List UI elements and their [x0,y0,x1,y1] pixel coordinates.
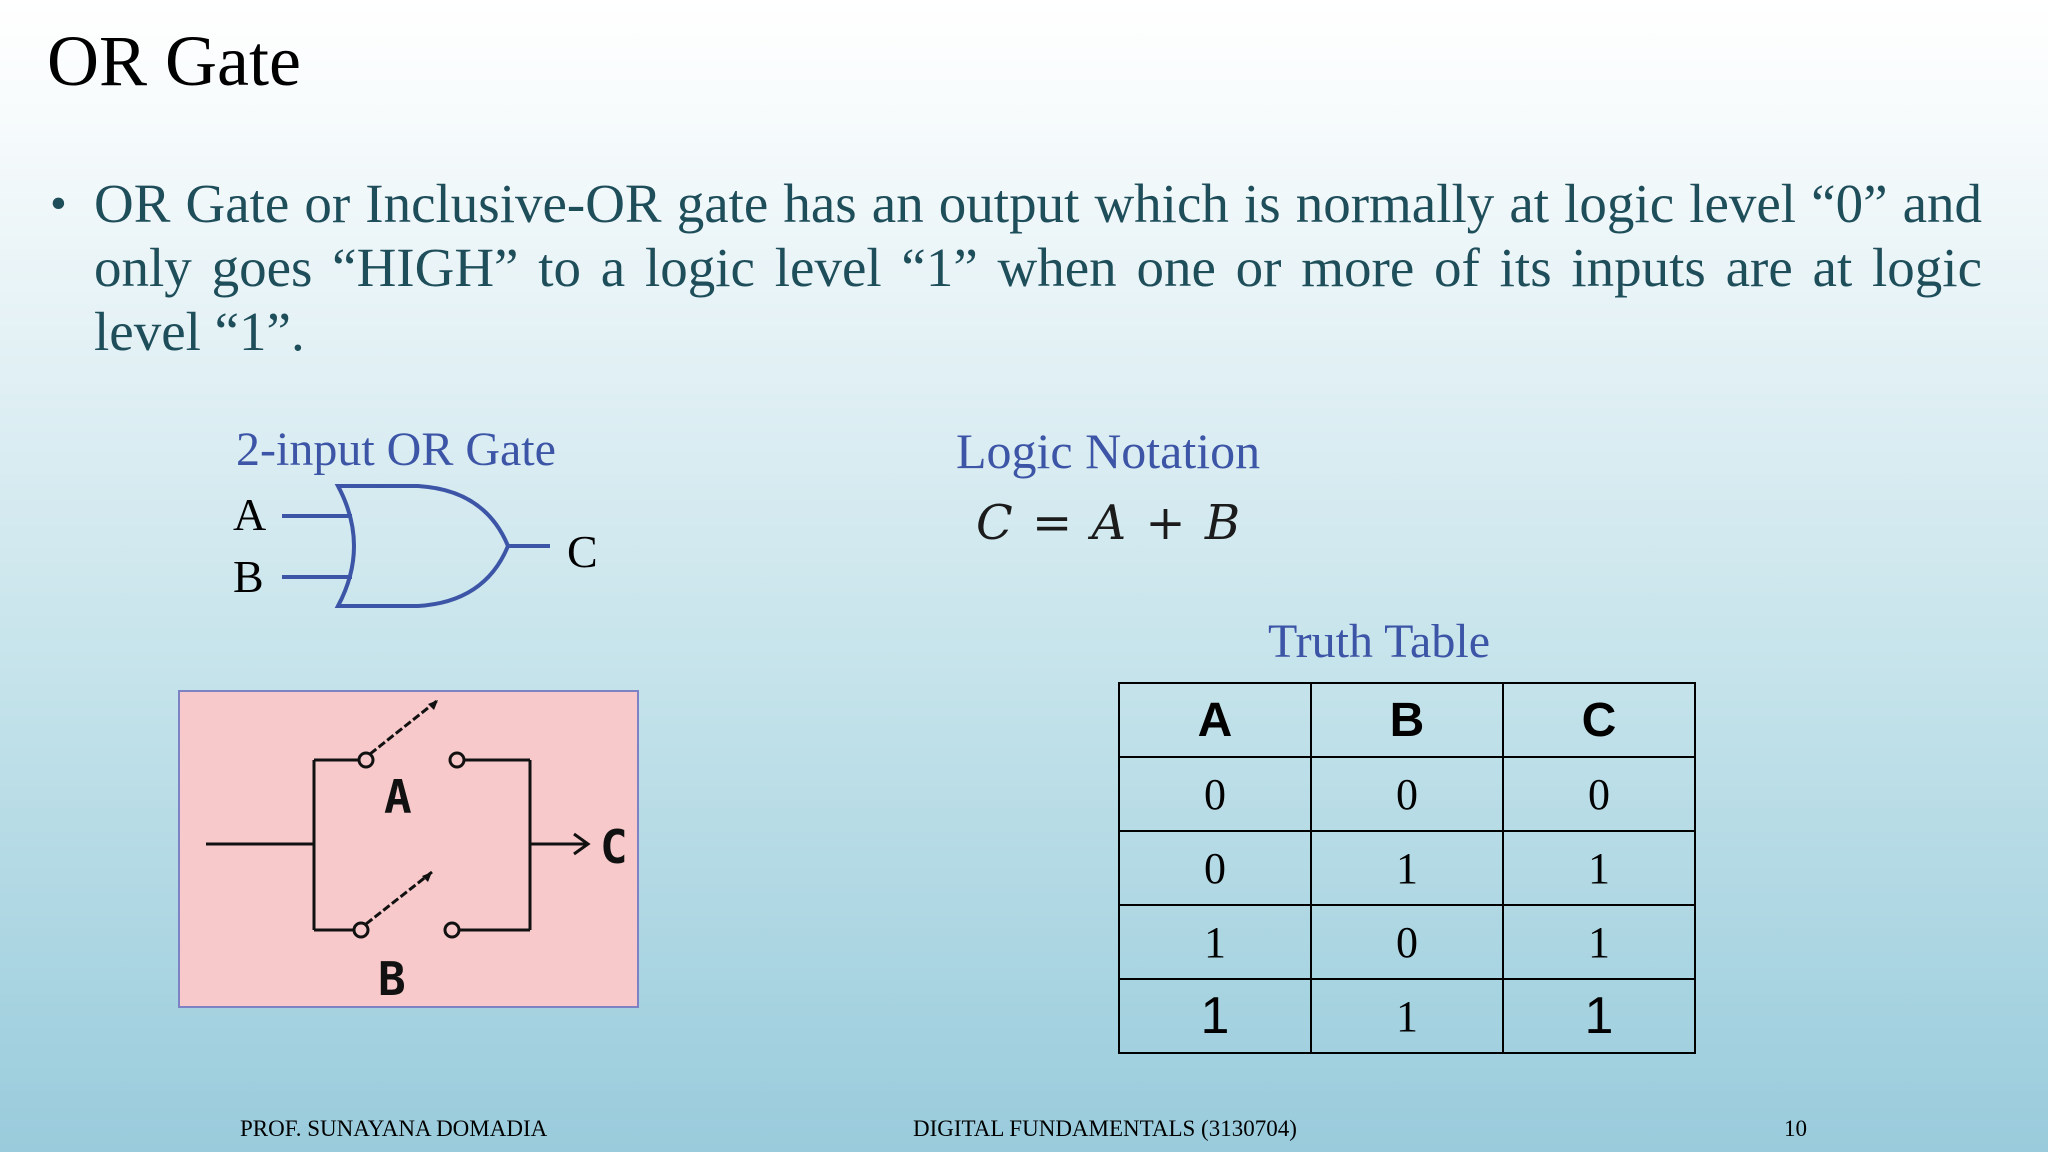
header-b: B [1311,683,1503,757]
or-gate-symbol-icon [220,478,560,618]
table-cell: 1 [1503,905,1695,979]
table-header-row [1119,683,1695,757]
table-row [1119,757,1695,831]
switch-output-c-label: C [600,820,628,874]
truth-table [1118,682,1696,1054]
table-cell: 0 [1503,757,1695,831]
bullet-text: OR Gate or Inclusive-OR gate has an output which is normally at logic level “0” and only goes “HIGH” to a logic level “1” when one or more of its inputs are at logic level “1”. [94,173,1982,362]
table-cell: 1 [1119,905,1311,979]
table-row [1119,905,1695,979]
switch-circuit-diagram [178,690,639,1008]
gate-input-a-label: A [233,489,267,540]
header-a: A [1119,683,1311,757]
table-cell: 0 [1311,905,1503,979]
logic-notation-title: Logic Notation [956,423,1261,479]
gate-input-b-label: B [233,551,264,602]
slide-title: OR Gate [47,21,301,101]
truth-table-title: Truth Table [1268,615,1490,668]
gate-diagram-title: 2-input OR Gate [236,423,556,476]
table-cell: 0 [1119,757,1311,831]
gate-output-c-label: C [567,526,598,577]
footer-author: PROF. SUNAYANA DOMADIA [240,1116,548,1141]
bullet-item [50,172,1982,364]
table-cell: 1 [1119,979,1311,1053]
table-cell: 1 [1311,979,1503,1053]
switch-b-label: B [378,952,406,1006]
bullet-dot-icon: • [50,177,67,230]
table-cell: 1 [1503,831,1695,905]
logic-equation: C = A + B [976,495,1243,551]
table-row [1119,979,1695,1053]
table-cell: 1 [1503,979,1695,1053]
table-cell: 0 [1311,757,1503,831]
switch-a-label: A [384,770,412,824]
page-number: 10 [1784,1116,1807,1141]
parallel-switch-icon [180,692,641,1010]
table-cell: 1 [1311,831,1503,905]
footer-course: DIGITAL FUNDAMENTALS (3130704) [913,1116,1297,1141]
table-row [1119,831,1695,905]
table-cell: 0 [1119,831,1311,905]
header-c: C [1503,683,1695,757]
